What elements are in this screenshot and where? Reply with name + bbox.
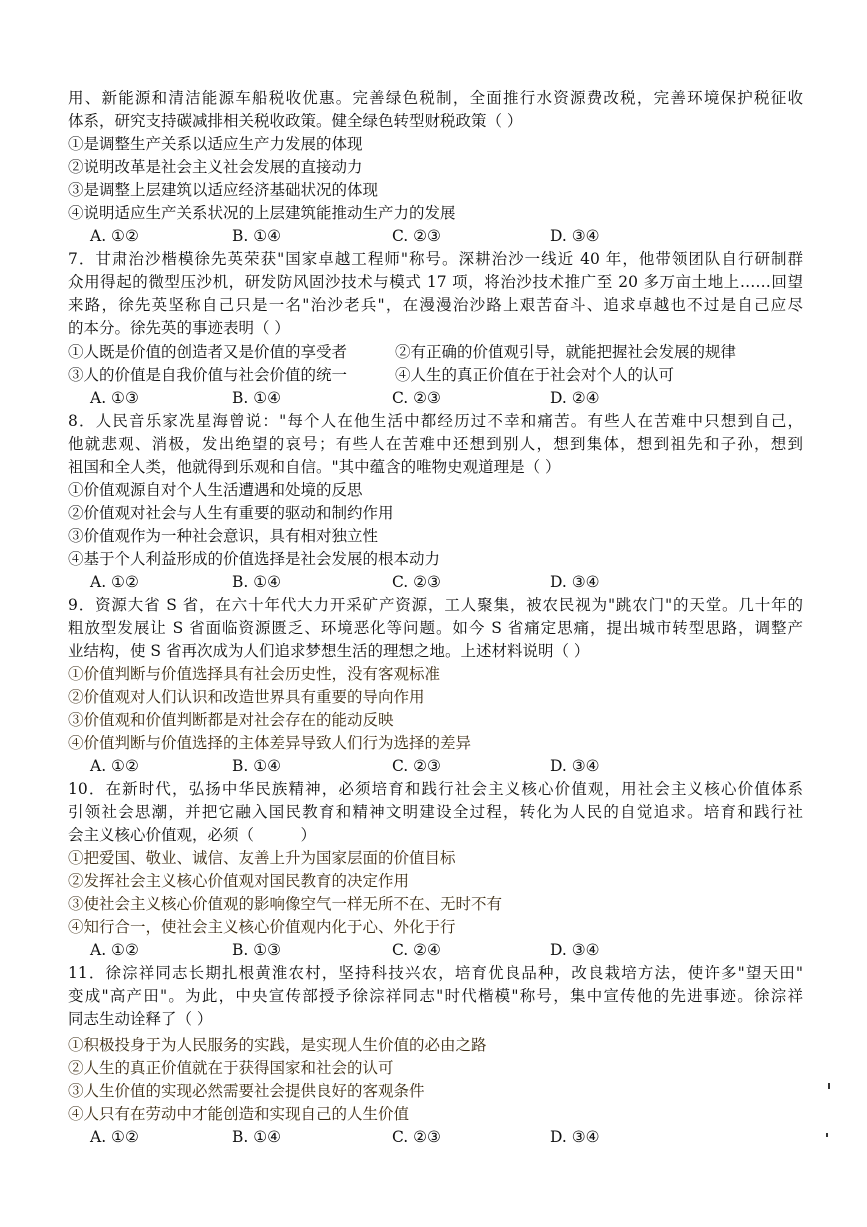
- q7-item-row: [68, 342, 828, 362]
- option-b[interactable]: B. ①④: [232, 1128, 282, 1146]
- q11-item: ②人生的真正价值就在于获得国家和社会的认可: [68, 1059, 394, 1077]
- q9-item: ①价值判断与价值选择具有社会历史性，没有客观标准: [68, 665, 441, 683]
- q11-stem-line: 同志生动诠释了（ ）: [68, 1010, 213, 1028]
- option-b[interactable]: B. ①④: [232, 757, 282, 775]
- q6-item: ②说明改革是社会主义社会发展的直接动力: [68, 158, 363, 176]
- q7-stem-line: 众用得起的微型压沙机，研发防风固沙技术与模式 17 项，将治沙技术推广至 20 多万亩土地上……回望: [68, 273, 803, 291]
- q10-item: ①把爱国、敬业、诚信、友善上升为国家层面的价值目标: [68, 849, 456, 867]
- option-c[interactable]: C. ②③: [392, 227, 441, 245]
- q8-options: [90, 572, 790, 592]
- option-c[interactable]: C. ②③: [392, 573, 441, 591]
- q10-item: ②发挥社会主义核心价值观对国民教育的决定作用: [68, 872, 410, 890]
- option-a[interactable]: A. ①②: [90, 573, 139, 591]
- q8-item: ④基于个人利益形成的价值选择是社会发展的根本动力: [68, 550, 441, 568]
- q10-stem-line: 会主义核心价值观，必须（ ）: [68, 826, 317, 844]
- q7-stem-line: 的本分。徐先英的事迹表明（ ）: [68, 319, 290, 337]
- q6-stem-line: 体系，研究支持碳减排相关税收政策。健全绿色转型财税政策（ ）: [68, 112, 523, 130]
- q11-item: ④人只有在劳动中才能创造和实现自己的人生价值: [68, 1105, 410, 1123]
- q6-options: [90, 226, 790, 246]
- q6-item: ①是调整生产关系以适应生产力发展的体现: [68, 135, 363, 153]
- option-b[interactable]: B. ①③: [232, 941, 282, 959]
- q7-item-row: [68, 365, 828, 385]
- q6-item: ③是调整上层建筑以适应经济基础状况的体现: [68, 181, 379, 199]
- option-c[interactable]: C. ②③: [392, 389, 441, 407]
- q6-stem-line: 用、新能源和清洁能源车船税收优惠。完善绿色税制，全面推行水资源费改税，完善环境保护税征收: [68, 89, 803, 107]
- q7-options: [90, 388, 790, 408]
- q8-stem-line: 他就悲观、消极，发出绝望的哀号；有些人在苦难中还想到别人，想到集体，想到祖先和子孙，想到: [68, 435, 803, 453]
- q8-item: ②价值观对社会与人生有重要的驱动和制约作用: [68, 504, 394, 522]
- option-d[interactable]: D. ③④: [550, 227, 600, 245]
- q7-item: ③人的价值是自我价值与社会价值的统一: [68, 366, 348, 384]
- q7-item: ①人既是价值的创造者又是价值的享受者: [68, 343, 348, 361]
- q11-item: ③人生价值的实现必然需要社会提供良好的客观条件: [68, 1082, 425, 1100]
- q8-stem-line: 8．人民音乐家冼星海曾说："每个人在他生活中都经历过不幸和痛苦。有些人在苦难中只想到自己，: [68, 412, 803, 430]
- option-a[interactable]: A. ①②: [90, 227, 139, 245]
- q9-item: ②价值观对人们认识和改造世界具有重要的导向作用: [68, 688, 425, 706]
- q11-options: [90, 1127, 790, 1147]
- q10-stem-line: 10．在新时代，弘扬中华民族精神，必须培育和践行社会主义核心价值观，用社会主义核心价值体系: [68, 780, 803, 798]
- option-b[interactable]: B. ①④: [232, 389, 282, 407]
- scan-speck: [826, 1133, 828, 1137]
- q11-stem-line: 变成"高产田"。为此，中央宣传部授予徐淙祥同志"时代楷模"称号，集中宣传他的先进事迹。徐淙祥: [68, 987, 803, 1005]
- q8-item: ③价值观作为一种社会意识，具有相对独立性: [68, 527, 379, 545]
- q9-stem-line: 9．资源大省 S 省，在六十年代大力开采矿产资源，工人聚集，被农民视为"跳农门"的天堂。几十年的: [68, 596, 803, 614]
- q9-item: ③价值观和价值判断都是对社会存在的能动反映: [68, 711, 394, 729]
- option-c[interactable]: C. ②③: [392, 1128, 441, 1146]
- option-a[interactable]: A. ①②: [90, 941, 139, 959]
- q10-item: ③使社会主义核心价值观的影响像空气一样无所不在、无时不有: [68, 895, 503, 913]
- q7-item: ④人生的真正价值在于社会对个人的认可: [395, 366, 675, 384]
- option-a[interactable]: A. ①②: [90, 757, 139, 775]
- q9-stem-line: 业结构，使 S 省再次成为人们追求梦想生活的理想之地。上述材料说明（ ）: [68, 642, 590, 660]
- q9-item: ④价值判断与价值选择的主体差异导致人们行为选择的差异: [68, 734, 472, 752]
- q7-stem-line: 7．甘肃治沙楷模徐先英荣获"国家卓越工程师"称号。深耕治沙一线近 40 年，他带领团队自行研制群: [68, 250, 803, 268]
- option-c[interactable]: C. ②④: [392, 941, 441, 959]
- q6-item: ④说明适应生产关系状况的上层建筑能推动生产力的发展: [68, 204, 456, 222]
- scan-speck: [828, 1083, 830, 1089]
- q9-options: [90, 756, 790, 776]
- option-c[interactable]: C. ②③: [392, 757, 441, 775]
- q8-item: ①价值观源自对个人生活遭遇和处境的反思: [68, 481, 363, 499]
- option-d[interactable]: D. ③④: [550, 573, 600, 591]
- option-d[interactable]: D. ②④: [550, 389, 600, 407]
- q7-item: ②有正确的价值观引导，就能把握社会发展的规律: [395, 343, 737, 361]
- option-a[interactable]: A. ①②: [90, 1128, 139, 1146]
- q11-item: ①积极投身于为人民服务的实践，是实现人生价值的必由之路: [68, 1036, 487, 1054]
- option-a[interactable]: A. ①③: [90, 389, 139, 407]
- q9-stem-line: 粗放型发展让 S 省面临资源匮乏、环境恶化等问题。如今 S 省痛定思痛，提出城市转型思路，调整产: [68, 619, 803, 637]
- q10-stem-line: 引领社会思潮，并把它融入国民教育和精神文明建设全过程，转化为人民的自觉追求。培育和践行社: [68, 803, 803, 821]
- option-b[interactable]: B. ①④: [232, 227, 282, 245]
- q7-stem-line: 来路，徐先英坚称自己只是一名"治沙老兵"，在漫漫治沙路上艰苦奋斗、追求卓越也不过是自己应尽: [68, 296, 803, 314]
- q10-options: [90, 940, 790, 960]
- option-d[interactable]: D. ③④: [550, 757, 600, 775]
- q11-stem-line: 11．徐淙祥同志长期扎根黄淮农村，坚持科技兴农，培育优良品种，改良栽培方法，使许多"望天田": [68, 964, 803, 982]
- q8-stem-line: 祖国和全人类，他就得到乐观和自信。"其中蕴含的唯物史观道理是（ ）: [68, 458, 561, 476]
- option-d[interactable]: D. ③④: [550, 941, 600, 959]
- option-d[interactable]: D. ③④: [550, 1128, 600, 1146]
- option-b[interactable]: B. ①④: [232, 573, 282, 591]
- q10-item: ④知行合一，使社会主义核心价值观内化于心、外化于行: [68, 918, 456, 936]
